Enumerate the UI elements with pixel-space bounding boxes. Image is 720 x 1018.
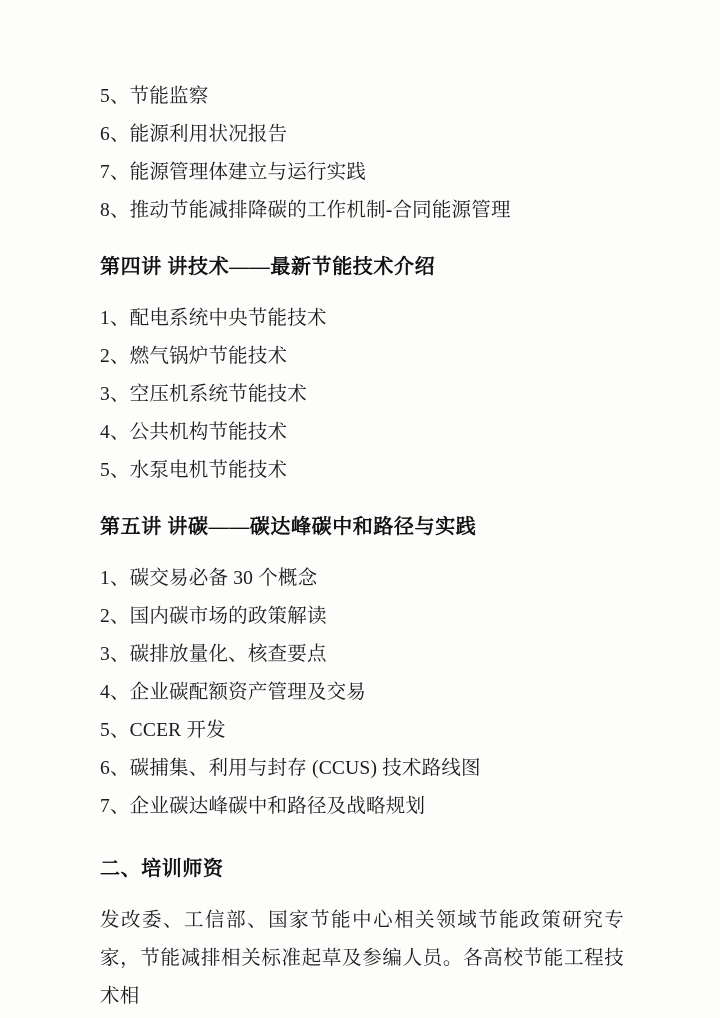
list-item: 1、碳交易必备 30 个概念 — [100, 568, 318, 590]
paragraph-faculty: 发改委、工信部、国家节能中心相关领域节能政策研究专家，节能减排相关标准起草及参编人员。各高校节能工程技术相 — [100, 910, 624, 1007]
list-item: 6、碳捕集、利用与封存 (CCUS) 技术路线图 — [100, 758, 481, 780]
list-item: 5、CCER 开发 — [100, 720, 226, 742]
list-item: 4、企业碳配额资产管理及交易 — [100, 682, 367, 704]
list-item: 1、配电系统中央节能技术 — [100, 308, 327, 330]
list-item: 6、能源利用状况报告 — [100, 124, 288, 146]
list-item: 2、国内碳市场的政策解读 — [100, 606, 327, 628]
list-item: 4、公共机构节能技术 — [100, 422, 288, 444]
spacer — [100, 826, 624, 846]
document-body — [100, 78, 624, 1016]
spacer — [100, 550, 624, 560]
list-item: 2、燃气锅炉节能技术 — [100, 346, 288, 368]
spacer — [100, 892, 624, 902]
list-item: 8、推动节能减排降碳的工作机制-合同能源管理 — [100, 200, 511, 222]
list-item: 5、节能监察 — [100, 86, 209, 108]
list-item: 3、空压机系统节能技术 — [100, 384, 307, 406]
spacer — [100, 290, 624, 300]
heading-section-two: 二、培训师资 — [100, 858, 224, 880]
list-item: 7、企业碳达峰碳中和路径及战略规划 — [100, 796, 426, 818]
list-item: 5、水泵电机节能技术 — [100, 460, 288, 482]
heading-lecture-four: 第四讲 讲技术——最新节能技术介绍 — [100, 256, 436, 278]
spacer — [100, 490, 624, 504]
list-item: 7、能源管理体建立与运行实践 — [100, 162, 367, 184]
spacer — [100, 230, 624, 244]
heading-lecture-five: 第五讲 讲碳——碳达峰碳中和路径与实践 — [100, 516, 477, 538]
list-item: 3、碳排放量化、核查要点 — [100, 644, 327, 666]
